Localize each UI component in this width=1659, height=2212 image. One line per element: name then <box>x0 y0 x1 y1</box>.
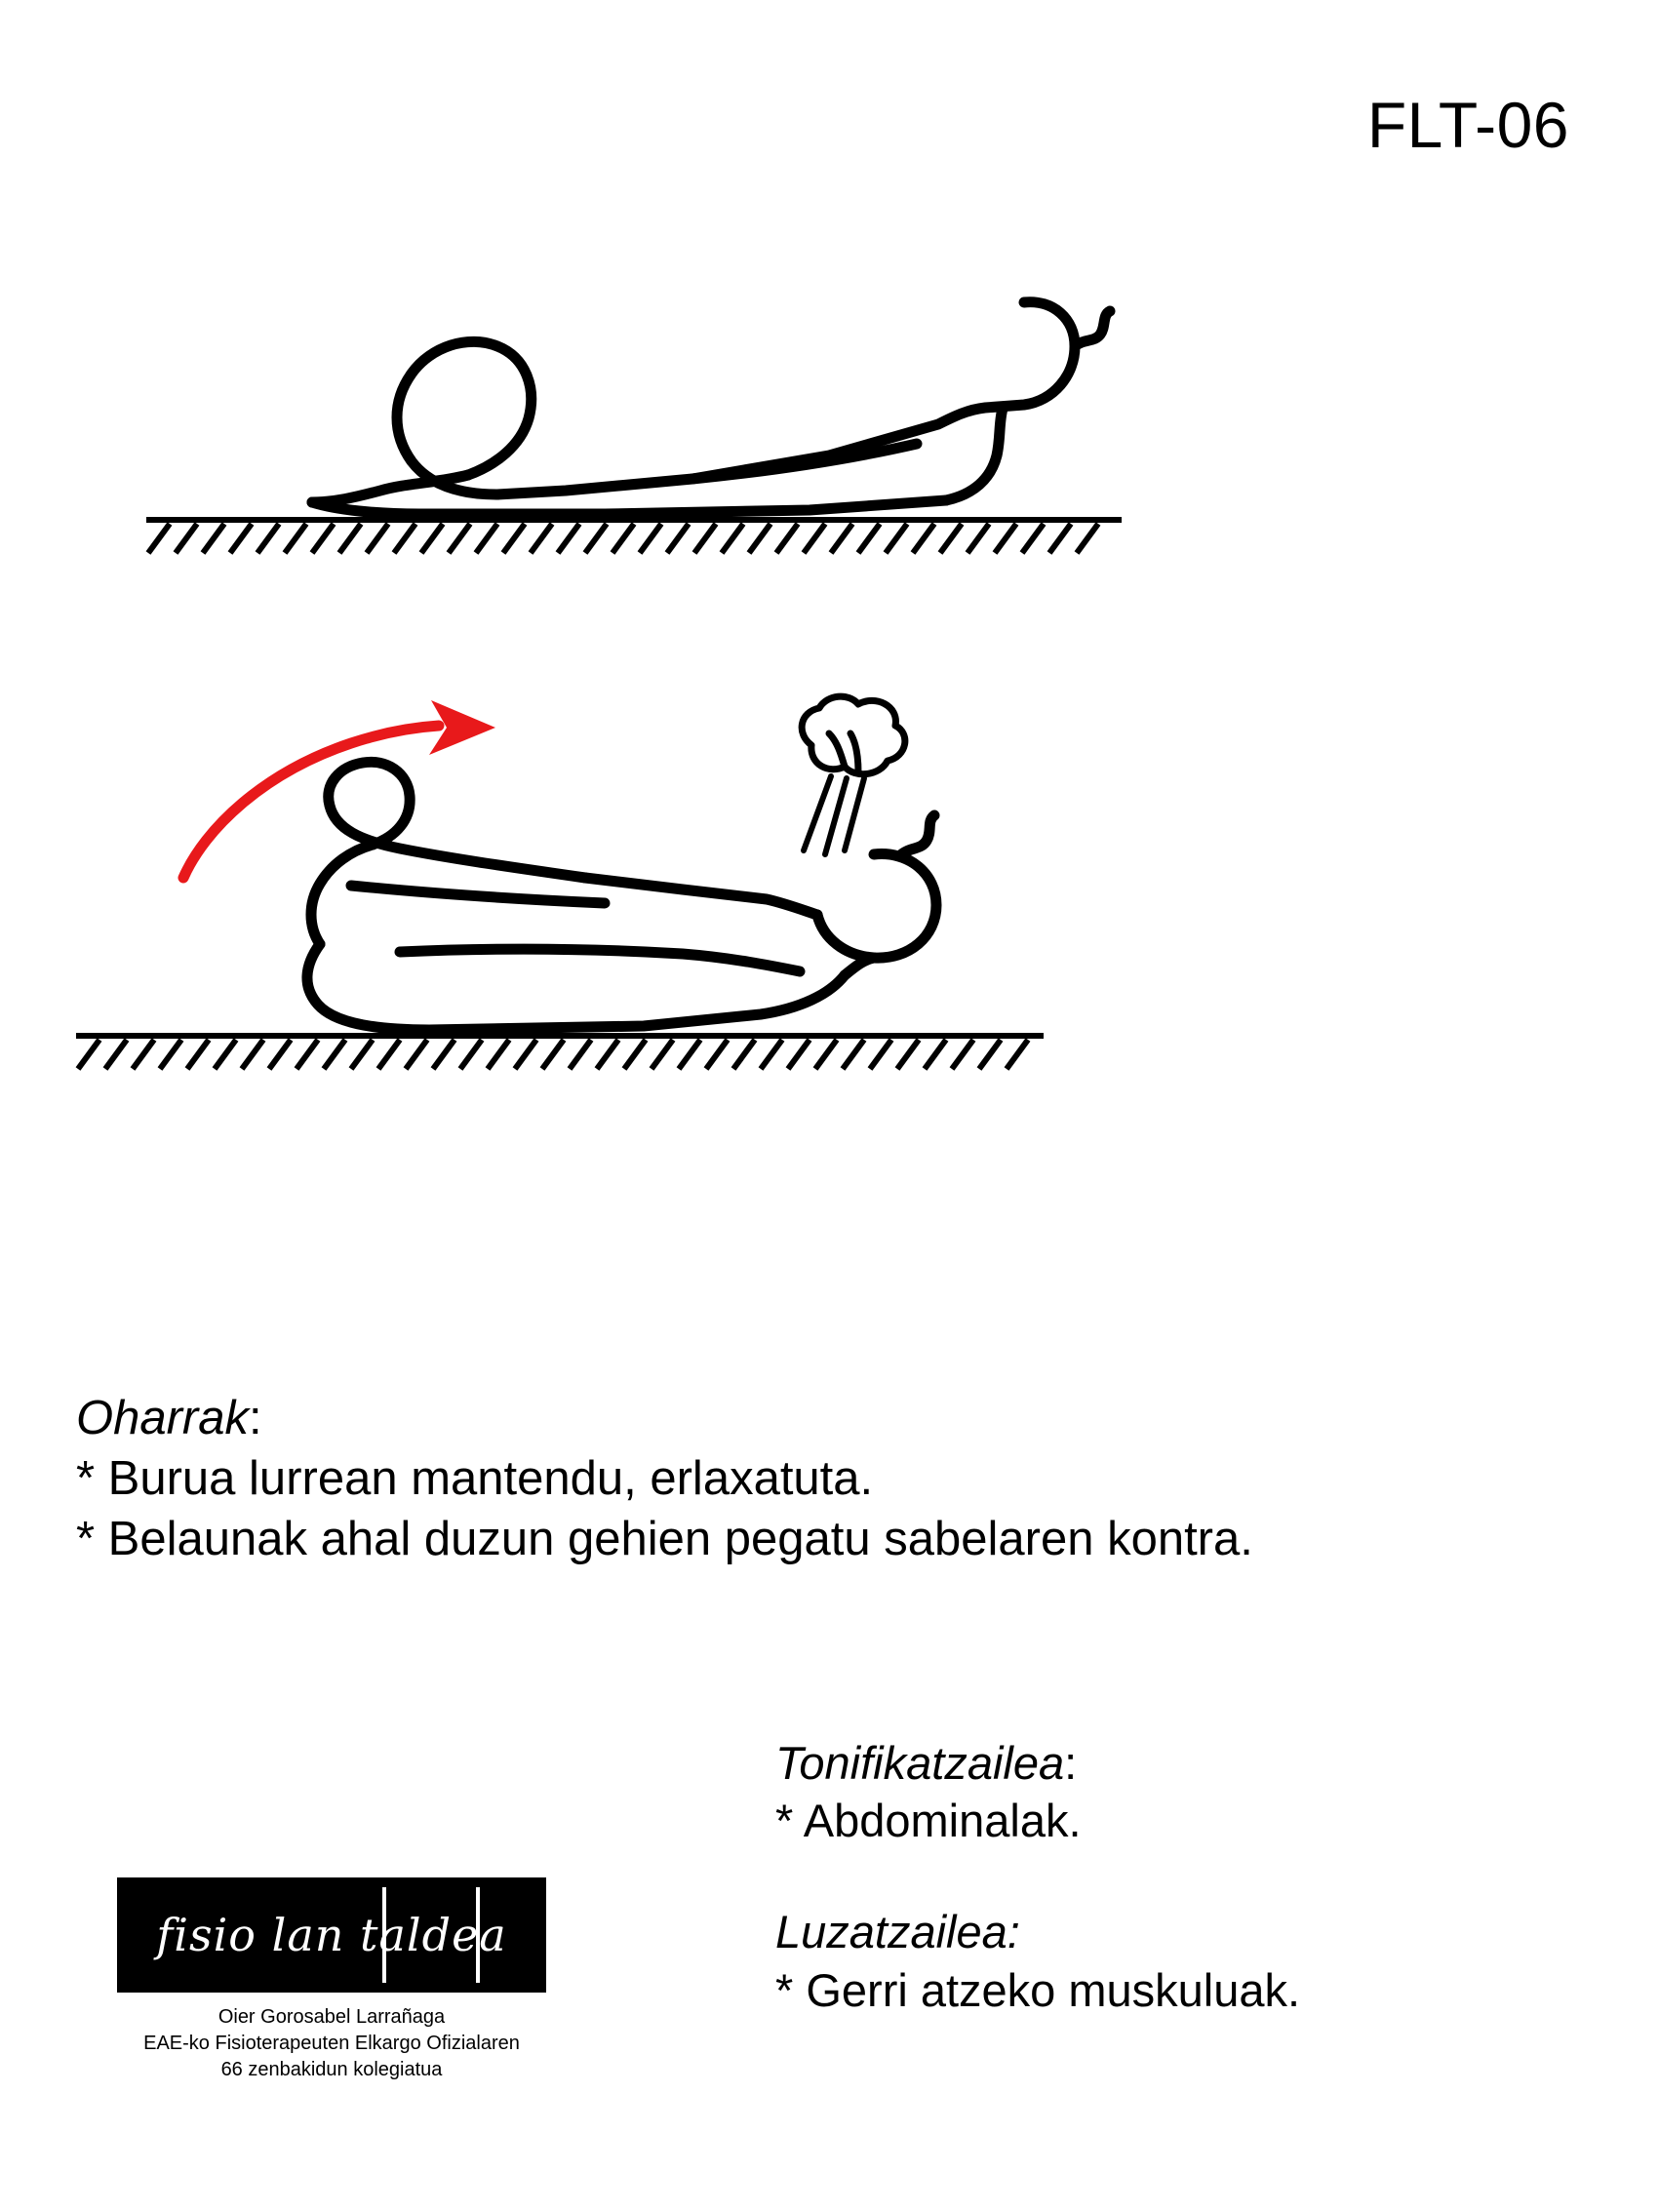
notes-item: * Belaunak ahal duzun gehien pegatu sabelaren kontra. <box>76 1512 1253 1565</box>
footer-line: 66 zenbakidun kolegiatua <box>220 2059 443 2080</box>
footer-line: EAE-ko Fisioterapeuten Elkargo Ofizialaren <box>143 2033 520 2054</box>
toning-heading-colon: : <box>1064 1737 1078 1789</box>
exercise-code: FLT-06 <box>1366 89 1569 161</box>
logo-block <box>117 1877 546 2083</box>
figure-start-position <box>146 210 1219 580</box>
stretching-item: * Gerri atzeko muskuluak. <box>775 1963 1301 2016</box>
figure-end-position <box>59 683 1209 1141</box>
footer-credits <box>117 2004 546 2083</box>
notes-item: * Burua lurrean mantendu, erlaxatuta. <box>76 1451 874 1505</box>
toning-item: * Abdominalak. <box>775 1795 1082 1847</box>
muscles-section <box>775 1736 1614 2019</box>
logo-text: fisio lan taldea <box>156 1909 507 1961</box>
notes-heading <box>76 1390 1617 1447</box>
stretching-heading: Luzatzailea: <box>775 1906 1020 1958</box>
logo-badge <box>117 1877 546 1993</box>
notes-section <box>76 1390 1617 1569</box>
motion-arrow <box>183 700 495 878</box>
notes-heading-text: Oharrak <box>76 1392 250 1444</box>
section-spacer <box>775 1850 1614 1905</box>
toning-heading <box>775 1736 1614 1791</box>
toning-heading-text: Tonifikatzailea <box>775 1737 1065 1789</box>
footer-line: Oier Gorosabel Larrañaga <box>217 2006 446 2028</box>
breath-cloud <box>802 696 905 774</box>
notes-heading-colon: : <box>249 1392 262 1444</box>
